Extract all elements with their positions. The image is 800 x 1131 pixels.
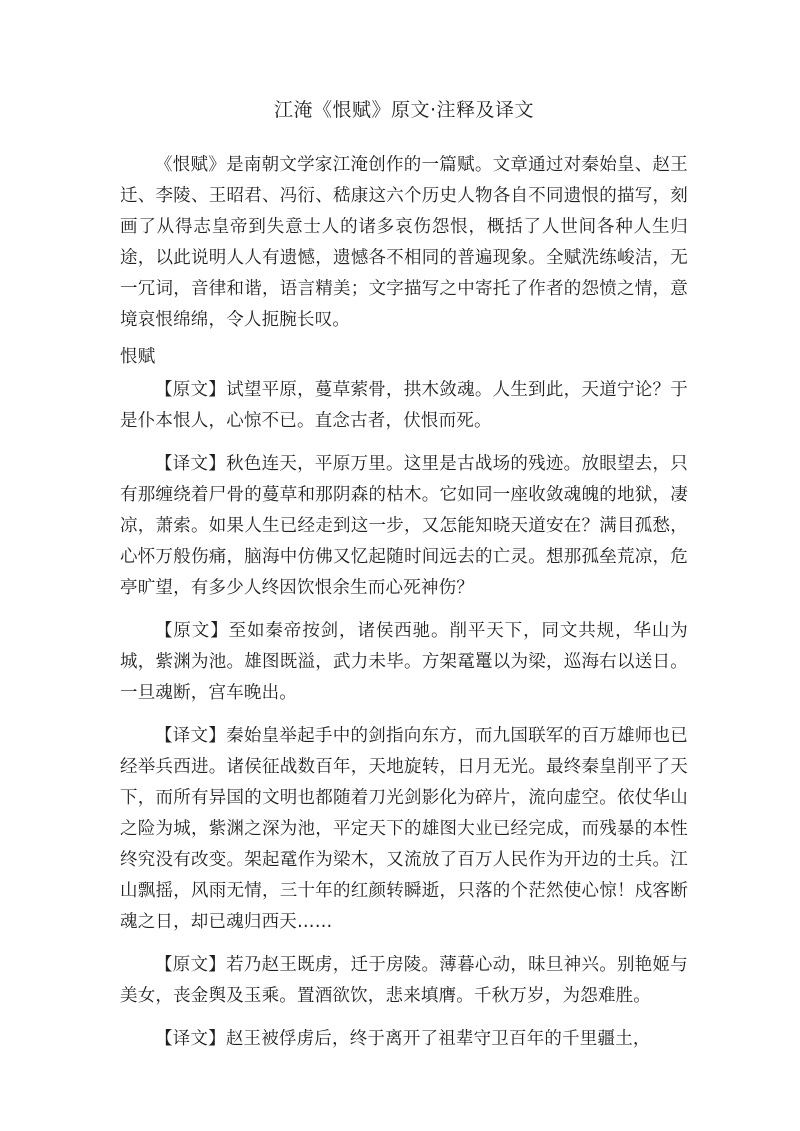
paragraph-text: 秦始皇举起手中的剑指向东方，而九国联军的百万雄师也已经举兵西进。诸侯征战数百年，天地旋转，日月无光。最终秦皇削平了天下，而所有异国的文明也都随着刀光剑影化为碎片，流向虚空。依仗华山之险为城，紫渊之深为池，平定天下的雄图大业已经完成，而残暴的本性终究没有改变。架起鼋作为梁木，又流放了百万人民作为开边的士兵。江山飘摇，风雨无情，三十年的红颜转瞬逝，只落的个茫然使心惊！戍客断魂之日，却已魂归西天……: [120, 726, 688, 932]
paragraph-original-3: [120, 950, 688, 1012]
paragraph-original-2: [120, 616, 688, 709]
document-title: 江淹《恨赋》原文·注释及译文: [273, 99, 535, 121]
paragraph-translation-2: [120, 721, 688, 938]
paragraph-label: 【译文】: [155, 726, 227, 746]
paragraph-label: 【译文】: [155, 454, 227, 474]
section-heading: 恨赋: [120, 347, 156, 367]
paragraph-label: 【原文】: [155, 380, 227, 400]
paragraph-text: 试望平原，蔓草萦骨，拱木敛魂。人生到此，天道宁论？于是仆本恨人，心惊不已。直念古者，伏恨而死。: [120, 380, 688, 431]
paragraph-label: 【译文】: [155, 1029, 226, 1049]
paragraph-label: 【原文】: [155, 621, 229, 641]
paragraph-original-1: [120, 375, 688, 437]
paragraph-translation-3: [120, 1024, 688, 1055]
paragraph-label: 【原文】: [155, 955, 227, 975]
paragraph-text: 若乃赵王既虏，迁于房陵。薄暮心动，昧旦神兴。别艳姬与美女，丧金舆及玉乘。置酒欲饮，悲来填膺。千秋万岁，为怨难胜。: [120, 955, 688, 1006]
paragraph-text: 赵王被俘虏后，终于离开了祖辈守卫百年的千里疆土，: [225, 1029, 651, 1049]
document-page: [120, 96, 688, 1067]
paragraph-text: 秋色连天，平原万里。这里是古战场的残迹。放眼望去，只有那缠绕着尸骨的蔓草和那阴森的枯木。它如同一座收敛魂魄的地狱，凄凉，萧索。如果人生已经走到这一步，又怎能知晓天道安在？满目孤愁，心怀万般伤痛，脑海中仿佛又忆起随时间远去的亡灵。想那孤垒荒凉，危亭旷望，有多少人终因饮恨余生而心死神伤？: [120, 454, 688, 598]
paragraph-text: 至如秦帝按剑，诸侯西驰。削平天下，同文共规，华山为城，紫渊为池。雄图既溢，武力未毕。方架鼋鼍以为梁，巡海右以送日。一旦魂断，宫车晚出。: [120, 621, 688, 703]
paragraph-translation-1: [120, 449, 688, 604]
intro-paragraph: 《恨赋》是南朝文学家江淹创作的一篇赋。文章通过对秦始皇、赵王迁、李陵、王昭君、冯衍、嵇康这六个历史人物各自不同遗恨的描写，刻画了从得志皇帝到失意士人的诸多哀伤怨恨，概括了人世间各种人生归途，以此说明人人有遗憾，遗憾各不相同的普遍现象。全赋洗练峻洁，无一冗词，音律和谐，语言精美；文字描写之中寄托了作者的怨愤之情，意境哀恨绵绵，令人扼腕长叹。: [120, 155, 688, 330]
